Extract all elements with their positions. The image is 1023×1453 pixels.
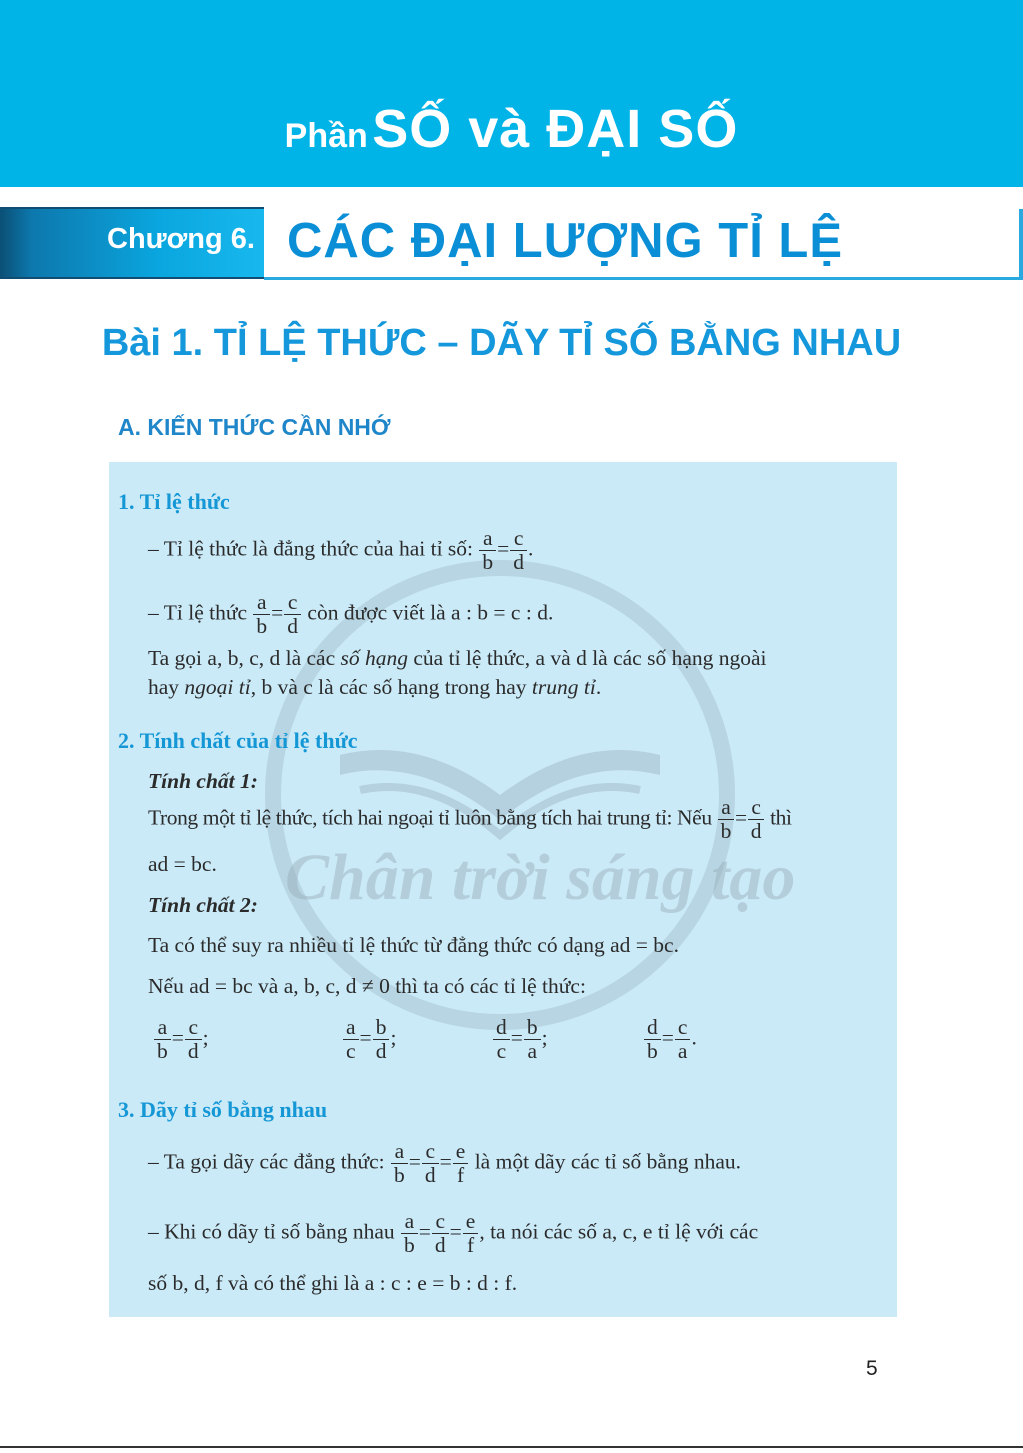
chapter-label: Chương 6. xyxy=(107,223,255,255)
chapter-title: CÁC ĐẠI LƯỢNG TỈ LỆ xyxy=(287,214,844,268)
proportion-1: $\frac{a}{b}$ = $\frac{c}{d}$ ; xyxy=(153,1016,209,1063)
page-number: 5 xyxy=(866,1357,878,1380)
subsection-1-heading: 1. Tỉ lệ thức xyxy=(118,489,230,514)
property-1-line-2: ad = bc. xyxy=(148,852,217,876)
bottom-rule xyxy=(0,1446,1023,1448)
property-2-line-2: Nếu ad = bc và a, b, c, d ≠ 0 thì ta có các tỉ lệ thức: xyxy=(148,974,586,998)
proportion-4: $\frac{d}{b}$ = $\frac{c}{a}$ . xyxy=(643,1016,697,1063)
property-1-title: Tính chất 1: xyxy=(148,769,258,793)
fraction-c-d: $\frac{c}{d}$ xyxy=(748,796,764,843)
proportion-2: $\frac{a}{c}$ = $\frac{b}{d}$ ; xyxy=(342,1016,396,1063)
subsection-2-heading: 2. Tính chất của tỉ lệ thức xyxy=(118,728,358,753)
s3-line-3: số b, d, f và có thể ghi là a : c : e = b : d : f. xyxy=(148,1271,518,1295)
s3-line-2: – Khi có dãy tỉ số bằng nhau $\frac{a}{b}$ = $\frac{c}{d}$ = $\frac{e}{f}$ , ta nói các số a, c, e tỉ lệ với các xyxy=(148,1209,759,1257)
chapter-right-edge xyxy=(1019,209,1023,279)
subsection-3-heading: 3. Dãy tỉ số bằng nhau xyxy=(118,1097,328,1122)
proportion-3: $\frac{d}{c}$ = $\frac{b}{a}$ ; xyxy=(492,1016,548,1063)
property-2-title: Tính chất 2: xyxy=(148,893,258,917)
watermark-text: Chân trời sáng tạo xyxy=(285,841,796,914)
s1-line-2: – Tỉ lệ thức $\frac{a}{b}$ = $\frac{c}{d}$ còn được viết là a : b = c : d. xyxy=(148,590,554,638)
s3-line-1: – Ta gọi dãy các đẳng thức: $\frac{a}{b}$ = $\frac{c}{d}$ = $\frac{e}{f}$ là một dãy các tỉ số bằng nhau. xyxy=(148,1139,741,1187)
lesson-title: Bài 1. TỈ LỆ THỨC – DÃY TỈ SỐ BẰNG NHAU xyxy=(101,322,902,364)
property-1-line-1: Trong một tỉ lệ thức, tích hai ngoại tỉ luôn bằng tích hai trung tỉ: Nếu $\frac{a}{b}$ = $\frac{c}{d}$ thì xyxy=(148,795,792,843)
chapter-underline xyxy=(264,277,1023,280)
property-2-line-1: Ta có thể suy ra nhiều tỉ lệ thức từ đẳng thức có dạng ad = bc. xyxy=(148,933,679,957)
fraction-a-b: $\frac{a}{b}$ xyxy=(479,527,496,574)
part-title: Phần SỐ và ĐẠI SỐ xyxy=(284,99,739,159)
chapter-header xyxy=(0,207,1023,281)
fraction-c-d: $\frac{c}{d}$ xyxy=(510,527,527,574)
s1-line-3: Ta gọi a, b, c, d là các số hạng của tỉ lệ thức, a và d là các số hạng ngoài xyxy=(148,646,767,670)
fraction-c-d: $\frac{c}{d}$ xyxy=(284,591,301,638)
fraction-a-b: $\frac{a}{b}$ xyxy=(718,796,734,843)
s1-line-4: hay ngoại tỉ, b và c là các số hạng trong hay trung tỉ. xyxy=(148,675,602,699)
section-heading: A. KIẾN THỨC CẦN NHỚ xyxy=(118,414,391,440)
fraction-a-b: $\frac{a}{b}$ xyxy=(253,591,270,638)
s1-line-1: – Tỉ lệ thức là đẳng thức của hai tỉ số: $\frac{a}{b}$ = $\frac{c}{d}$ . xyxy=(148,526,534,574)
